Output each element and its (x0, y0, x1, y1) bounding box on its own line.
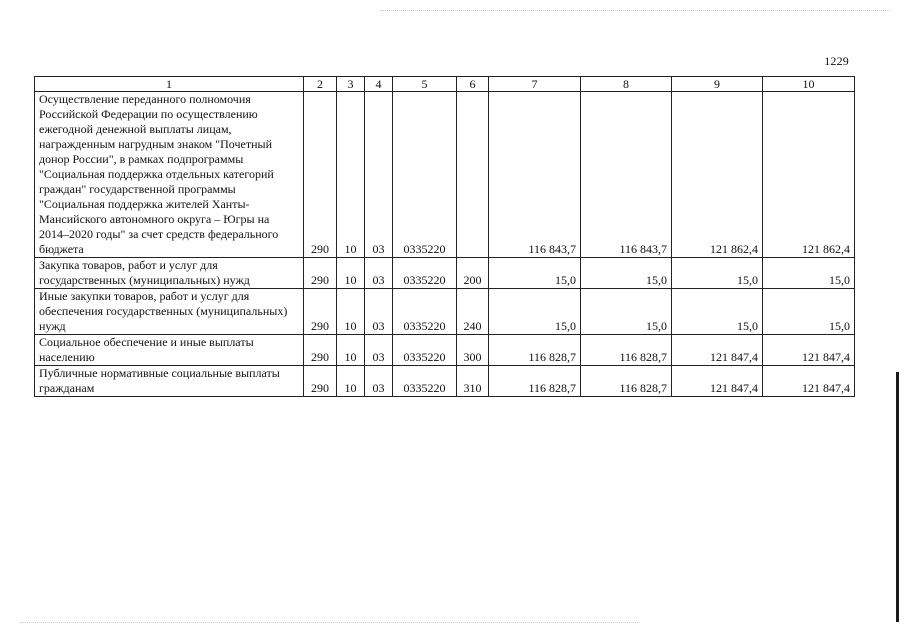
cell-c7: 15,0 (489, 258, 581, 289)
cell-c8: 116 828,7 (581, 366, 672, 397)
column-header-1: 1 (35, 77, 304, 92)
row-name: Социальное обеспечение и иные выплаты населению (35, 335, 304, 366)
cell-c9: 121 847,4 (672, 366, 763, 397)
cell-c8: 116 828,7 (581, 335, 672, 366)
cell-c9: 121 862,4 (672, 92, 763, 258)
cell-c4: 03 (365, 289, 393, 335)
scan-artifact-bottom (20, 622, 640, 624)
cell-c8: 15,0 (581, 289, 672, 335)
column-header-9: 9 (672, 77, 763, 92)
row-name: Иные закупки товаров, работ и услуг для обеспечения государственных (муниципальных) нужд (35, 289, 304, 335)
cell-c7: 116 843,7 (489, 92, 581, 258)
cell-c4: 03 (365, 366, 393, 397)
cell-c7: 116 828,7 (489, 335, 581, 366)
cell-c7: 116 828,7 (489, 366, 581, 397)
cell-c3: 10 (337, 289, 365, 335)
column-header-7: 7 (489, 77, 581, 92)
cell-c3: 10 (337, 258, 365, 289)
column-header-4: 4 (365, 77, 393, 92)
cell-c5: 0335220 (393, 258, 457, 289)
cell-c2: 290 (304, 366, 337, 397)
cell-c2: 290 (304, 289, 337, 335)
page-number: 1229 (824, 54, 849, 68)
table-row (35, 335, 855, 366)
scan-artifact-top (380, 10, 890, 12)
table-row (35, 289, 855, 335)
budget-table (34, 76, 855, 397)
cell-c5: 0335220 (393, 289, 457, 335)
cell-c2: 290 (304, 258, 337, 289)
cell-c10: 121 847,4 (763, 335, 855, 366)
cell-c7: 15,0 (489, 289, 581, 335)
cell-c6: 240 (457, 289, 489, 335)
cell-c4: 03 (365, 335, 393, 366)
column-header-8: 8 (581, 77, 672, 92)
row-name: Публичные нормативные социальные выплаты гражданам (35, 366, 304, 397)
cell-c2: 290 (304, 335, 337, 366)
table-row (35, 258, 855, 289)
table-row (35, 92, 855, 258)
cell-c9: 15,0 (672, 258, 763, 289)
cell-c9: 15,0 (672, 289, 763, 335)
cell-c8: 116 843,7 (581, 92, 672, 258)
column-header-2: 2 (304, 77, 337, 92)
cell-c4: 03 (365, 92, 393, 258)
cell-c3: 10 (337, 92, 365, 258)
cell-c3: 10 (337, 366, 365, 397)
cell-c6: 200 (457, 258, 489, 289)
cell-c2: 290 (304, 92, 337, 258)
row-name: Закупка товаров, работ и услуг для государственных (муниципальных) нужд (35, 258, 304, 289)
scan-artifact-edge (896, 372, 899, 622)
column-header-10: 10 (763, 77, 855, 92)
cell-c4: 03 (365, 258, 393, 289)
cell-c8: 15,0 (581, 258, 672, 289)
cell-c6: 310 (457, 366, 489, 397)
header-row (35, 77, 855, 92)
column-header-5: 5 (393, 77, 457, 92)
cell-c10: 15,0 (763, 258, 855, 289)
row-name: Осуществление переданного полномочия Российской Федерации по осуществлению ежегодной денежной выплаты лицам, награжденным нагрудным знаком "Почетный донор России", в рамках подпрограммы "Социальная поддержка отдельных категорий граждан" государственной программы "Социальная поддержка жителей Ханты-Мансийского автономного округа – Югры на 2014–2020 годы" за счет средств федерального бюджета (35, 92, 304, 258)
cell-c5: 0335220 (393, 92, 457, 258)
column-header-3: 3 (337, 77, 365, 92)
cell-c3: 10 (337, 335, 365, 366)
cell-c9: 121 847,4 (672, 335, 763, 366)
cell-c5: 0335220 (393, 335, 457, 366)
cell-c6: 300 (457, 335, 489, 366)
cell-c5: 0335220 (393, 366, 457, 397)
cell-c10: 15,0 (763, 289, 855, 335)
cell-c6 (457, 92, 489, 258)
table-row (35, 366, 855, 397)
cell-c10: 121 847,4 (763, 366, 855, 397)
cell-c10: 121 862,4 (763, 92, 855, 258)
column-header-6: 6 (457, 77, 489, 92)
